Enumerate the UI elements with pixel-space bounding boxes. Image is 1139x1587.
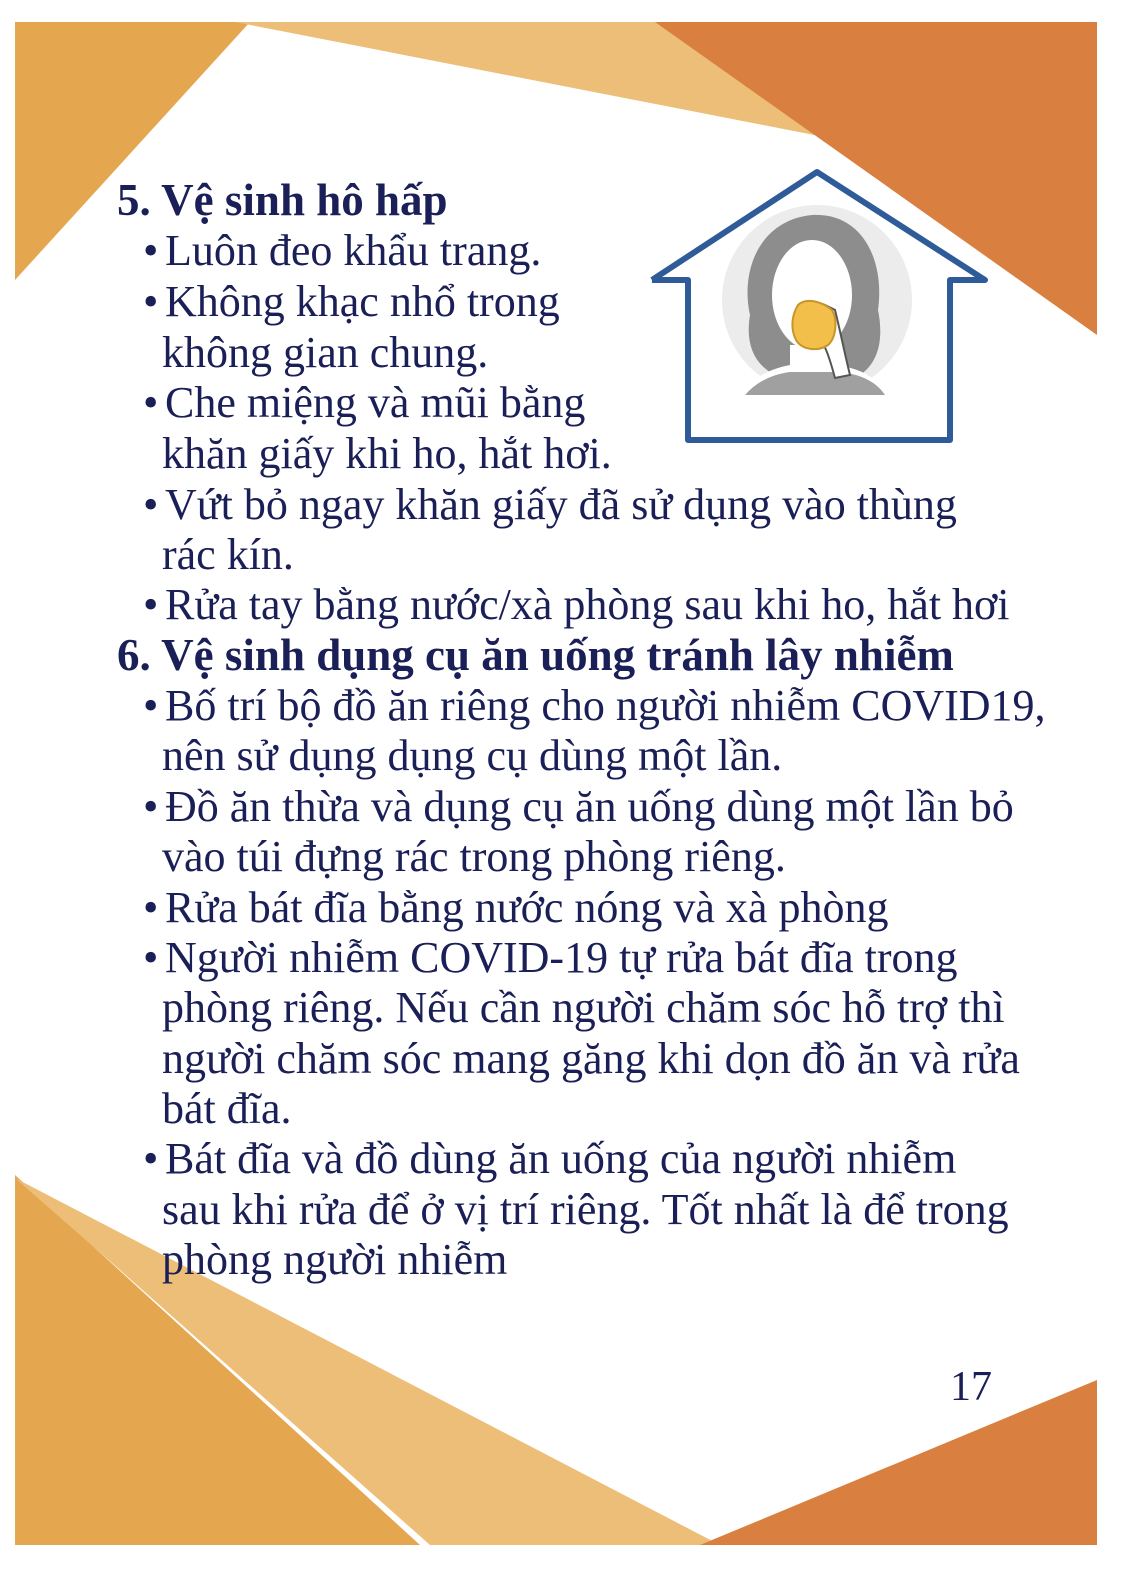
list-item-continuation: không gian chung. — [162, 328, 489, 377]
list-item-continuation: rác kín. — [162, 530, 294, 579]
section-5-heading: 5. Vệ sinh hô hấp — [117, 175, 448, 225]
list-item: • Bát đĩa và đồ dùng ăn uống của người nhiễm — [165, 1134, 956, 1184]
list-item: • Rửa tay bằng nước/xà phòng sau khi ho, hắt hơi — [165, 580, 1010, 630]
list-item: • Che miệng và mũi bằng — [165, 378, 585, 428]
list-item-continuation: người chăm sóc mang găng khi dọn đồ ăn và rửa — [162, 1034, 1020, 1083]
list-item: • Người nhiễm COVID-19 tự rửa bát đĩa trong — [165, 933, 958, 983]
list-item-continuation: sau khi rửa để ở vị trí riêng. Tốt nhất là để trong — [162, 1185, 1009, 1234]
list-item: • Bố trí bộ đồ ăn riêng cho người nhiễm COVID19, — [165, 681, 1046, 731]
list-item: • Đồ ăn thừa và dụng cụ ăn uống dùng một lần bỏ — [165, 782, 1014, 832]
section-6-heading: 6. Vệ sinh dụng cụ ăn uống tránh lây nhiễm — [117, 630, 954, 680]
list-item-continuation: phòng người nhiễm — [162, 1235, 508, 1284]
list-item-continuation: nên sử dụng dụng cụ dùng một lần. — [162, 731, 783, 780]
list-item-continuation: khăn giấy khi ho, hắt hơi. — [162, 429, 612, 478]
list-item: • Không khạc nhổ trong — [165, 277, 560, 327]
list-item: • Rửa bát đĩa bằng nước nóng và xà phòng — [165, 883, 888, 933]
list-item: • Vứt bỏ ngay khăn giấy đã sử dụng vào thùng — [165, 480, 957, 530]
page-number: 17 — [950, 1364, 992, 1410]
list-item-continuation: vào túi đựng rác trong phòng riêng. — [162, 832, 786, 881]
list-item: • Luôn đeo khẩu trang. — [165, 226, 541, 276]
list-item-continuation: bát đĩa. — [162, 1084, 292, 1133]
list-item-continuation: phòng riêng. Nếu cần người chăm sóc hỗ trợ thì — [162, 983, 1005, 1032]
